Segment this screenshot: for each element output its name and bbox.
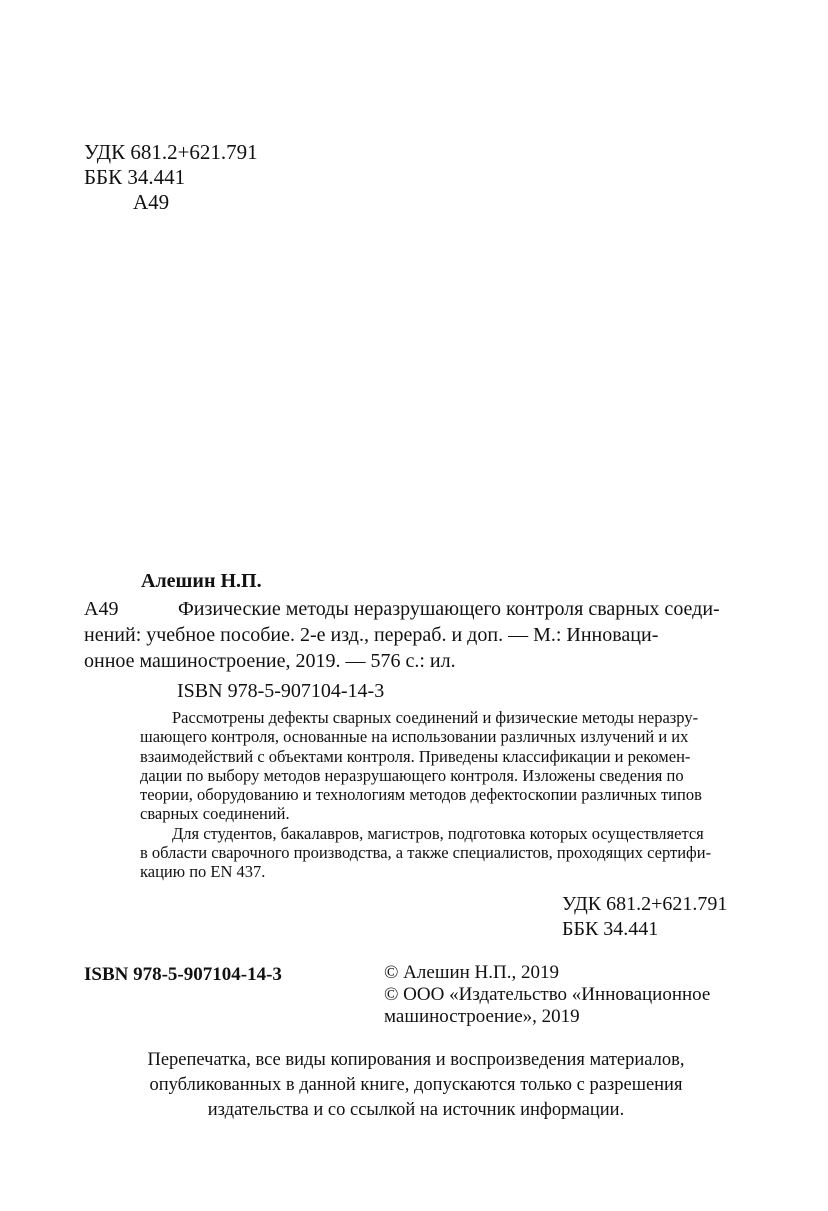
isbn-bold: ISBN 978-5-907104-14-3	[84, 964, 282, 985]
top-bbk: ББК 34.441	[84, 165, 186, 189]
bottom-classification	[562, 892, 727, 942]
copyright-block	[384, 962, 710, 1028]
annotation-line: теории, оборудованию и технологиям методов дефектоскопии различных типов	[140, 785, 702, 805]
annotation	[140, 708, 744, 882]
copyright-line: © ООО «Издательство «Инновационное	[384, 984, 711, 1005]
notice-line: опубликованных в данной книге, допускаются только с разрешения	[149, 1075, 683, 1095]
bibliographic-description	[84, 596, 744, 674]
biblio-line: онное машиностроение, 2019. — 576 с.: ил.	[84, 650, 456, 672]
copyright-line: © Алешин Н.П., 2019	[384, 962, 559, 983]
biblio-line: Физические методы неразрушающего контроля сварных соеди-	[178, 598, 720, 620]
isbn-line: ISBN 978-5-907104-14-3	[177, 680, 385, 702]
annotation-line: шающего контроля, основанные на использовании различных излучений и их	[140, 727, 689, 747]
notice-line: издательства и со ссылкой на источник информации.	[207, 1100, 625, 1120]
annotation-line: сварных соединений.	[140, 804, 290, 824]
reprint-notice	[84, 1048, 748, 1123]
notice-line: Перепечатка, все виды копирования и воспроизведения материалов,	[147, 1050, 685, 1070]
annotation-line: Для студентов, бакалавров, магистров, подготовка которых осуществляется	[172, 823, 704, 843]
annotation-line: взаимодействий с объектами контроля. Приведены классификации и рекомен-	[140, 746, 691, 766]
annotation-line: Рассмотрены дефекты сварных соединений и физические методы неразру-	[172, 708, 699, 727]
top-udk: УДК 681.2+621.791	[84, 140, 258, 164]
top-classification	[84, 140, 258, 215]
annotation-line: в области сварочного производства, а также специалистов, проходящих сертифи-	[140, 843, 712, 863]
bottom-bbk: ББК 34.441	[562, 918, 659, 940]
annotation-line: кацию по EN 437.	[140, 862, 266, 882]
annotation-line: дации по выбору методов неразрушающего контроля. Изложены сведения по	[140, 765, 684, 785]
biblio-line: нений: учебное пособие. 2-е изд., перераб. и доп. — М.: Инноваци-	[84, 624, 659, 646]
author-name: Алешин Н.П.	[141, 570, 262, 592]
top-author-mark: А49	[133, 190, 170, 214]
cutter-mark: А49	[84, 598, 119, 620]
bottom-udk: УДК 681.2+621.791	[562, 893, 728, 915]
copyright-line: машиностроение», 2019	[384, 1006, 580, 1027]
